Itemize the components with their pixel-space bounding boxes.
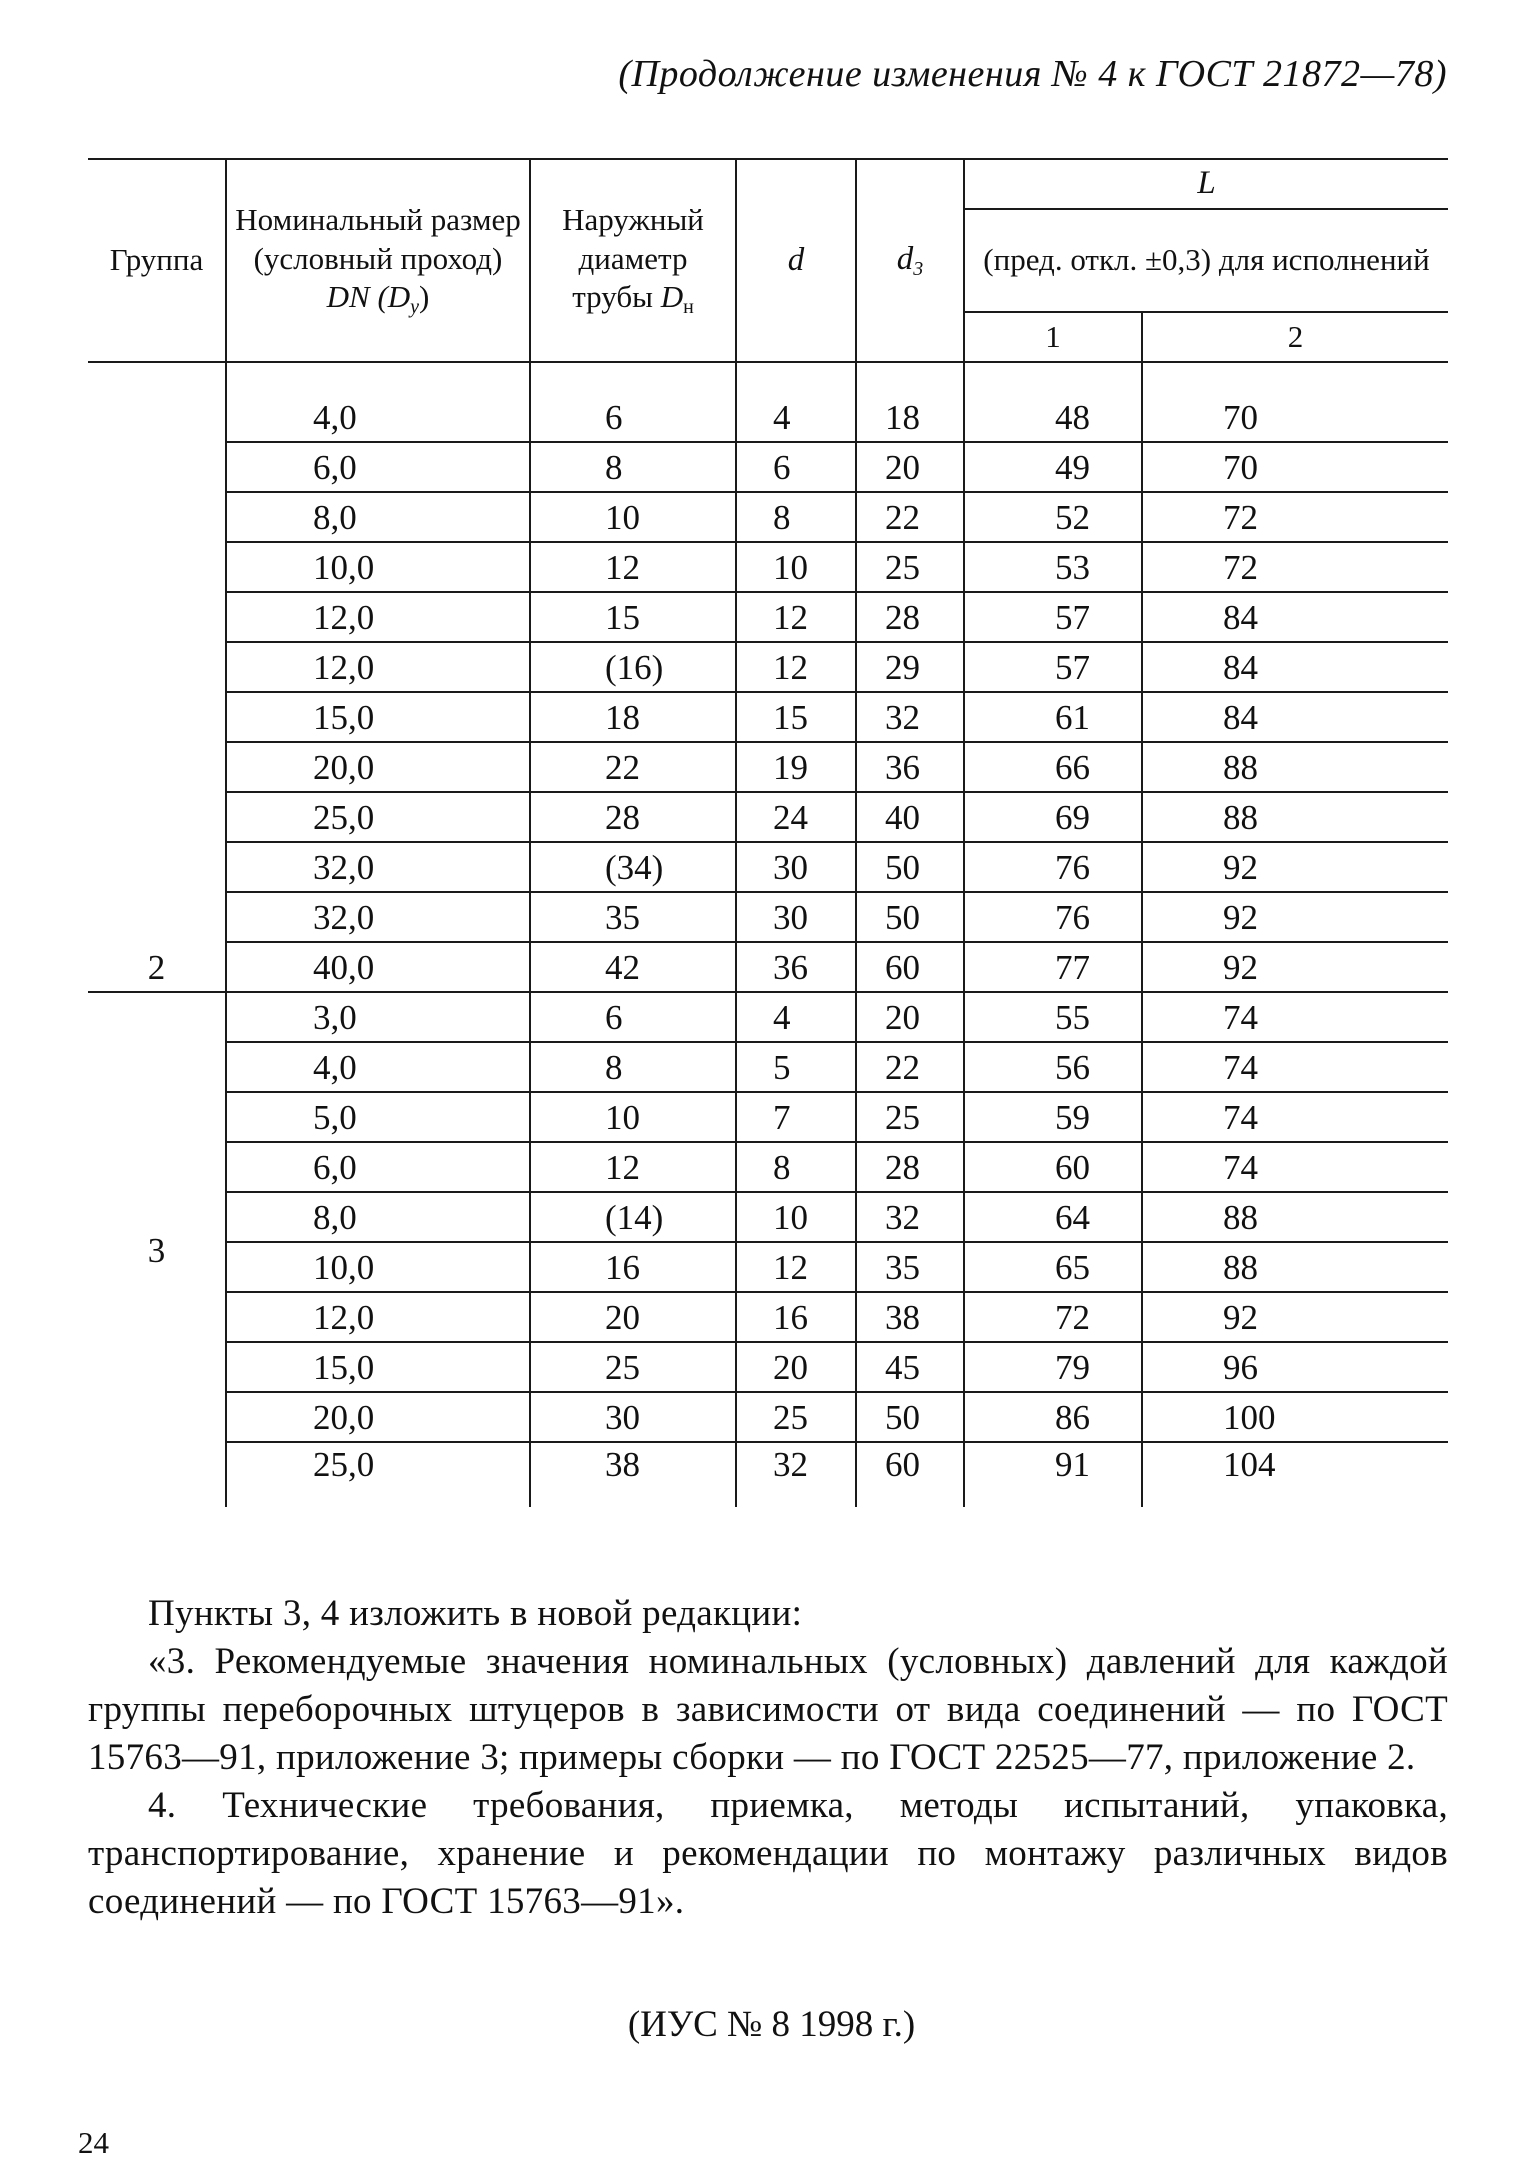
cell-l1: 57 [964, 642, 1142, 692]
cell-d: 8 [736, 1142, 856, 1192]
cell-l2: 104 [1142, 1442, 1448, 1507]
cell-d: 30 [736, 892, 856, 942]
cell-l1: 66 [964, 742, 1142, 792]
col-header-d: d [736, 159, 856, 362]
cell-outer-diameter: 15 [530, 592, 736, 642]
cell-outer-diameter: 30 [530, 1392, 736, 1442]
cell-outer-diameter: 22 [530, 742, 736, 792]
table-row [88, 1092, 1448, 1142]
cell-outer-diameter: 6 [530, 992, 736, 1042]
page-header: (Продолжение изменения № 4 к ГОСТ 21872—78) [618, 53, 1447, 95]
cell-d: 5 [736, 1042, 856, 1092]
table-row [88, 942, 1448, 992]
table-row [88, 642, 1448, 692]
cell-l1: 77 [964, 942, 1142, 992]
cell-outer-diameter: 8 [530, 1042, 736, 1092]
cell-l2: 92 [1142, 942, 1448, 992]
col-header-outer-diameter: Наружный диаметр трубы $D_н$ [530, 159, 736, 362]
spec-table-container [88, 158, 1448, 1507]
cell-d3: 60 [856, 1442, 964, 1507]
cell-d3: 28 [856, 1142, 964, 1192]
paragraph: Пункты 3, 4 изложить в новой редакции: [148, 1593, 803, 1634]
cell-d3: 36 [856, 742, 964, 792]
col-header-exec-1: 1 [964, 312, 1142, 362]
cell-l2: 74 [1142, 1092, 1448, 1142]
cell-d: 12 [736, 1242, 856, 1292]
cell-l1: 55 [964, 992, 1142, 1042]
cell-d: 25 [736, 1392, 856, 1442]
table-row [88, 1292, 1448, 1342]
cell-d3: 32 [856, 692, 964, 742]
cell-l1: 49 [964, 442, 1142, 492]
cell-l2: 88 [1142, 792, 1448, 842]
cell-d: 10 [736, 542, 856, 592]
cell-dn: 12,0 [226, 1292, 530, 1342]
cell-d3: 20 [856, 442, 964, 492]
cell-d3: 22 [856, 492, 964, 542]
table-row [88, 492, 1448, 542]
group-cell: 3 [88, 992, 226, 1507]
cell-outer-diameter: 25 [530, 1342, 736, 1392]
cell-d: 8 [736, 492, 856, 542]
cell-d3: 50 [856, 1392, 964, 1442]
col-header-dn: Номинальный размер (условный проход) DN $(D_у)$ [226, 159, 530, 362]
cell-l2: 70 [1142, 442, 1448, 492]
cell-d3: 38 [856, 1292, 964, 1342]
cell-dn: 20,0 [226, 1392, 530, 1442]
cell-l2: 84 [1142, 692, 1448, 742]
table-row [88, 892, 1448, 942]
cell-dn: 4,0 [226, 362, 530, 442]
cell-l2: 74 [1142, 1042, 1448, 1092]
cell-l2: 84 [1142, 592, 1448, 642]
cell-dn: 20,0 [226, 742, 530, 792]
cell-dn: 5,0 [226, 1092, 530, 1142]
cell-d: 6 [736, 442, 856, 492]
cell-l1: 61 [964, 692, 1142, 742]
cell-dn: 12,0 [226, 592, 530, 642]
cell-l1: 91 [964, 1442, 1142, 1507]
cell-dn: 25,0 [226, 1442, 530, 1507]
cell-l2: 70 [1142, 362, 1448, 442]
cell-d3: 25 [856, 1092, 964, 1142]
cell-outer-diameter: 8 [530, 442, 736, 492]
table-row [88, 1342, 1448, 1392]
col-header-group: Группа [88, 159, 226, 362]
table-row [88, 1392, 1448, 1442]
cell-outer-diameter: (14) [530, 1192, 736, 1242]
page-number: 24 [78, 2125, 109, 2160]
cell-l1: 59 [964, 1092, 1142, 1142]
cell-l2: 88 [1142, 742, 1448, 792]
cell-dn: 6,0 [226, 1142, 530, 1192]
cell-l1: 72 [964, 1292, 1142, 1342]
paragraph: 4. Технические требования, приемка, методы испытаний, упаковка, транспортирование, хранение и рекомендации по монтажу различных видов соединений — по ГОСТ 15763—91». [88, 1785, 1448, 1922]
table-row [88, 692, 1448, 742]
table-row [88, 542, 1448, 592]
cell-dn: 3,0 [226, 992, 530, 1042]
col-header-d3: $d_3$ [856, 159, 964, 362]
cell-d: 24 [736, 792, 856, 842]
table-row [88, 1042, 1448, 1092]
cell-d3: 35 [856, 1242, 964, 1292]
cell-l2: 72 [1142, 542, 1448, 592]
cell-l1: 64 [964, 1192, 1142, 1242]
cell-d3: 18 [856, 362, 964, 442]
cell-l1: 52 [964, 492, 1142, 542]
cell-l2: 74 [1142, 1142, 1448, 1192]
cell-d: 32 [736, 1442, 856, 1507]
cell-outer-diameter: 28 [530, 792, 736, 842]
cell-d: 4 [736, 992, 856, 1042]
table-row [88, 1192, 1448, 1242]
cell-d: 36 [736, 942, 856, 992]
cell-outer-diameter: 18 [530, 692, 736, 742]
cell-outer-diameter: (16) [530, 642, 736, 692]
cell-l2: 92 [1142, 842, 1448, 892]
cell-outer-diameter: 12 [530, 542, 736, 592]
cell-outer-diameter: (34) [530, 842, 736, 892]
table-row [88, 742, 1448, 792]
table-row [88, 1442, 1448, 1507]
table-head [88, 159, 1448, 362]
cell-l1: 86 [964, 1392, 1142, 1442]
cell-l1: 69 [964, 792, 1142, 842]
cell-d3: 22 [856, 1042, 964, 1092]
col-header-L-sub: (пред. откл. ±0,3) для исполнений [964, 209, 1448, 312]
cell-l1: 57 [964, 592, 1142, 642]
cell-dn: 12,0 [226, 642, 530, 692]
cell-d: 4 [736, 362, 856, 442]
cell-dn: 4,0 [226, 1042, 530, 1092]
cell-d3: 50 [856, 892, 964, 942]
table-row [88, 992, 1448, 1042]
cell-l1: 48 [964, 362, 1142, 442]
cell-l1: 60 [964, 1142, 1142, 1192]
cell-d3: 20 [856, 992, 964, 1042]
cell-d: 30 [736, 842, 856, 892]
cell-outer-diameter: 20 [530, 1292, 736, 1342]
col-header-L: L [964, 159, 1448, 209]
cell-d3: 29 [856, 642, 964, 692]
table-row [88, 842, 1448, 892]
footnote: (ИУС № 8 1998 г.) [627, 2004, 916, 2045]
paragraph: «3. Рекомендуемые значения номинальных (условных) давлений для каждой группы переборочных штуцеров в зависимости от вида соединений — по ГОСТ 15763—91, приложение 3; примеры сборки — по ГОСТ 22525—77, приложение 2. [88, 1641, 1448, 1778]
body-text [88, 1590, 1448, 1926]
cell-d3: 25 [856, 542, 964, 592]
table-body [88, 362, 1448, 1507]
table-row [88, 1242, 1448, 1292]
cell-d: 7 [736, 1092, 856, 1142]
cell-outer-diameter: 38 [530, 1442, 736, 1507]
cell-dn: 10,0 [226, 542, 530, 592]
table-row [88, 792, 1448, 842]
cell-l1: 76 [964, 842, 1142, 892]
cell-outer-diameter: 35 [530, 892, 736, 942]
cell-d: 20 [736, 1342, 856, 1392]
cell-d3: 40 [856, 792, 964, 842]
cell-d: 15 [736, 692, 856, 742]
table-row [88, 442, 1448, 492]
cell-d3: 28 [856, 592, 964, 642]
cell-l1: 56 [964, 1042, 1142, 1092]
cell-l2: 74 [1142, 992, 1448, 1042]
cell-outer-diameter: 6 [530, 362, 736, 442]
cell-d: 12 [736, 592, 856, 642]
cell-d3: 45 [856, 1342, 964, 1392]
cell-dn: 32,0 [226, 892, 530, 942]
cell-dn: 15,0 [226, 692, 530, 742]
cell-l2: 92 [1142, 1292, 1448, 1342]
cell-d3: 50 [856, 842, 964, 892]
cell-dn: 15,0 [226, 1342, 530, 1392]
cell-d3: 60 [856, 942, 964, 992]
cell-l2: 88 [1142, 1192, 1448, 1242]
cell-l1: 65 [964, 1242, 1142, 1292]
cell-l1: 76 [964, 892, 1142, 942]
cell-l2: 100 [1142, 1392, 1448, 1442]
cell-d: 19 [736, 742, 856, 792]
cell-dn: 32,0 [226, 842, 530, 892]
cell-l2: 84 [1142, 642, 1448, 692]
table-row [88, 362, 1448, 442]
cell-d: 16 [736, 1292, 856, 1342]
cell-l2: 72 [1142, 492, 1448, 542]
group-cell: 2 [88, 362, 226, 992]
table-row [88, 1142, 1448, 1192]
cell-outer-diameter: 12 [530, 1142, 736, 1192]
cell-outer-diameter: 16 [530, 1242, 736, 1292]
cell-dn: 6,0 [226, 442, 530, 492]
cell-outer-diameter: 10 [530, 1092, 736, 1142]
cell-d3: 32 [856, 1192, 964, 1242]
col-header-exec-2: 2 [1142, 312, 1448, 362]
cell-l2: 88 [1142, 1242, 1448, 1292]
cell-outer-diameter: 42 [530, 942, 736, 992]
cell-l2: 92 [1142, 892, 1448, 942]
spec-table [88, 158, 1448, 1507]
cell-l1: 79 [964, 1342, 1142, 1392]
cell-dn: 8,0 [226, 1192, 530, 1242]
cell-dn: 8,0 [226, 492, 530, 542]
cell-dn: 25,0 [226, 792, 530, 842]
cell-d: 12 [736, 642, 856, 692]
cell-dn: 40,0 [226, 942, 530, 992]
cell-d: 10 [736, 1192, 856, 1242]
cell-dn: 10,0 [226, 1242, 530, 1292]
cell-l1: 53 [964, 542, 1142, 592]
cell-l2: 96 [1142, 1342, 1448, 1392]
table-row [88, 592, 1448, 642]
cell-outer-diameter: 10 [530, 492, 736, 542]
